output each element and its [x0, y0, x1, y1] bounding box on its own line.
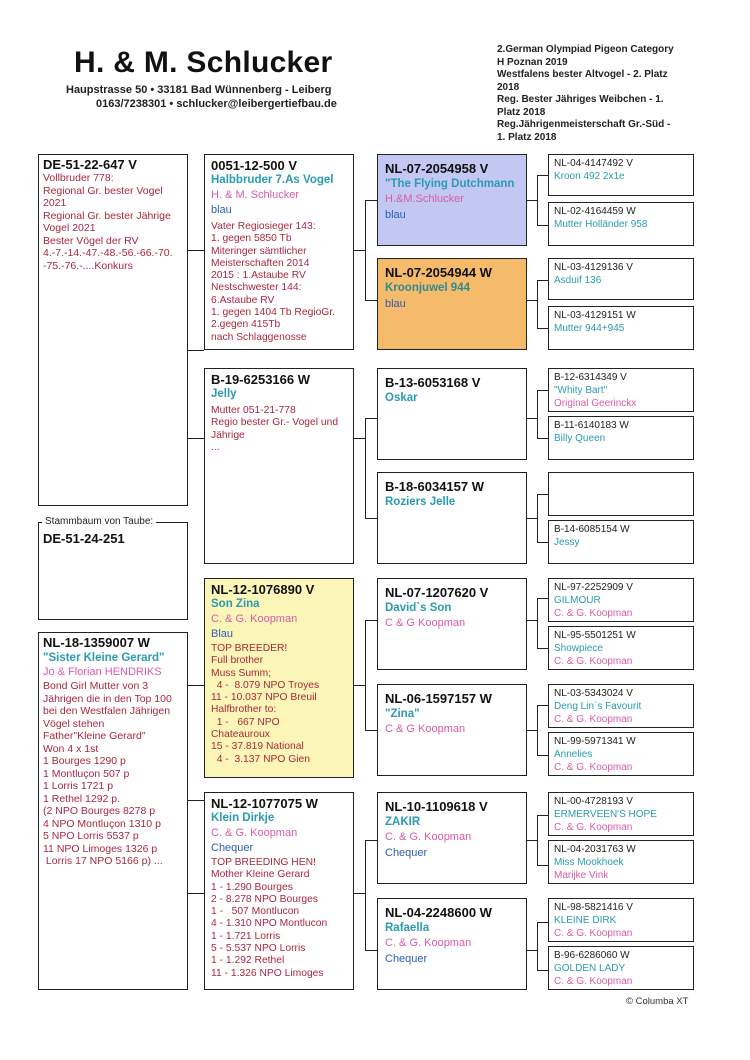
pigeon-name: Rafaella	[385, 922, 430, 934]
note-line: Regio bester Gr.- Vogel und	[211, 417, 339, 429]
gen4-card-3[interactable]	[548, 258, 694, 300]
pigeon-name: "Zina"	[385, 708, 420, 720]
pigeon-name: Klein Dirkje	[211, 812, 275, 824]
note-line: 6.Astaube RV	[211, 294, 275, 306]
connector-line	[365, 620, 366, 730]
connector-line	[537, 648, 548, 649]
note-line: 1. gegen 1404 Tb RegioGr.	[211, 307, 336, 319]
note-line: 11 - 1.326 NPO Limoges	[211, 967, 324, 979]
pigeon-breeder: C. & G. Koopman	[385, 937, 472, 949]
pigeon-name: Deng Lin`s Favourit	[554, 701, 642, 712]
pigeon-name: Roziers Jelle	[385, 496, 456, 508]
note-line: 4 - 1.310 NPO Montlucon	[211, 918, 328, 930]
pigeon-breeder: C. & G. Koopman	[554, 928, 633, 939]
pigeon-color: blau	[385, 209, 406, 221]
connector-line	[537, 175, 538, 225]
note-line: 11 NPO Limoges 1326 p	[43, 842, 158, 855]
gen3-card-6[interactable]	[377, 684, 527, 776]
note-line: TOP BREEDING HEN!	[211, 857, 316, 868]
ring-number: NL-03-4129136 V	[554, 262, 633, 273]
connector-line	[537, 494, 538, 542]
note-line: -75.-76.-....Konkurs	[43, 259, 133, 272]
note-line: Jährigen die in den Top 100	[43, 692, 172, 705]
connector-line	[365, 730, 377, 731]
subject-ring: DE-51-24-251	[43, 531, 125, 546]
note-line: 1 Montluçon 507 p	[43, 767, 130, 780]
connector-line	[537, 280, 548, 281]
ring-number: NL-00-4728193 V	[554, 796, 633, 807]
pigeon-name: Showpiece	[554, 643, 603, 654]
ring-number: 0051-12-500 V	[211, 158, 298, 173]
pigeon-name: Miss Mookhoek	[554, 857, 624, 868]
gen3-card-4[interactable]	[377, 472, 527, 564]
pigeon-name: Kroon 492 2x1e	[554, 171, 625, 182]
ring-number: B-12-6314349 V	[554, 372, 627, 383]
note-line: 1 - 507 Montlucon	[211, 906, 300, 918]
pigeon-color: Blau	[211, 628, 234, 640]
pigeon-name: Asduif 136	[554, 275, 602, 286]
connector-line	[537, 390, 548, 391]
grand-dam-card[interactable]	[204, 368, 354, 564]
pigeon-breeder: C & G Koopman	[385, 617, 466, 629]
ring-number: B-11-6140183 W	[554, 420, 629, 431]
pigeon-name: GILMOUR	[554, 595, 601, 606]
note-line: Bester Vögel der RV	[43, 234, 139, 247]
pigeon-breeder: Original Geerinckx	[554, 398, 637, 409]
connector-line	[537, 175, 548, 176]
gen4-card-16[interactable]	[548, 946, 694, 990]
pigeon-name: Annelies	[554, 749, 593, 760]
note-line: Mother Kleine Gerard	[211, 869, 310, 881]
ring-number: NL-07-2054944 W	[385, 265, 492, 280]
pigeon-color: Chequer	[385, 953, 428, 965]
connector-line	[527, 730, 537, 731]
pigeon-breeder: H.&M.Schlucker	[385, 193, 464, 205]
pigeon-notes	[43, 172, 183, 272]
connector-line	[187, 800, 204, 801]
ring-number: NL-98-5821416 V	[554, 902, 633, 913]
connector-line	[365, 620, 377, 621]
gen4-card-7[interactable]	[548, 472, 694, 516]
ring-number: NL-99-5971341 W	[554, 736, 636, 747]
sibling-card[interactable]	[38, 154, 188, 506]
breeder-address: Haupstrasse 50 • 33181 Bad Wünnenberg - Leiberg	[66, 84, 332, 96]
pigeon-name: GOLDEN LADY	[554, 963, 626, 974]
dam-card[interactable]	[38, 632, 188, 990]
note-line: 15 - 37.819 National	[211, 741, 304, 753]
connector-line	[365, 300, 377, 301]
connector-line	[527, 418, 537, 419]
connector-line	[187, 685, 204, 686]
sire-card[interactable]	[204, 154, 354, 350]
note-line: Full brother	[211, 655, 264, 667]
pigeon-color: blau	[211, 204, 232, 216]
note-line: TOP BREEDER!	[211, 643, 288, 654]
achievement-line: Platz 2018	[497, 106, 546, 118]
note-line: (2 NPO Bourges 8278 p	[43, 805, 156, 817]
ring-number: NL-07-1207620 V	[385, 585, 489, 600]
achievement-line: 2018	[497, 81, 520, 93]
pigeon-name: Mutter 944+945	[554, 323, 625, 334]
note-line: bei den Westfalen Jährigen	[43, 705, 171, 717]
gen3-card-2[interactable]	[377, 258, 527, 350]
pigeon-notes	[43, 680, 183, 868]
gen3-card-7[interactable]	[377, 792, 527, 884]
pigeon-name: Oskar	[385, 392, 418, 404]
ring-number: B-18-6034157 W	[385, 479, 484, 494]
gen3-card-8[interactable]	[377, 898, 527, 990]
note-line: Halfbrother to:	[211, 704, 277, 716]
ring-number: NL-02-4164459 W	[554, 206, 636, 217]
connector-line	[537, 438, 548, 439]
ring-number: NL-07-2054958 V	[385, 161, 489, 176]
connector-line	[354, 893, 365, 894]
note-line: Vater Regiosieger 143:	[211, 221, 316, 232]
ring-number: NL-95-5501251 W	[554, 630, 636, 641]
achievement-line: Reg. Bester Jähriges Weibchen - 1.	[497, 94, 664, 105]
pigeon-breeder: C. & G. Koopman	[211, 827, 298, 839]
pigeon-breeder: C. & G. Koopman	[554, 656, 633, 667]
connector-line	[537, 328, 548, 329]
pigeon-notes	[211, 643, 347, 766]
achievement-line: H Poznan 2019	[497, 56, 568, 68]
pigeon-breeder: C. & G. Koopman	[554, 762, 633, 773]
ring-number: NL-10-1109618 V	[385, 799, 488, 814]
ring-number: NL-04-2031763 W	[554, 844, 636, 855]
pigeon-notes	[211, 221, 347, 344]
pigeon-breeder: C. & G. Koopman	[385, 831, 472, 843]
connector-line	[537, 815, 548, 816]
note-line: ...	[211, 441, 220, 453]
ring-number: B-96-6286060 W	[554, 950, 630, 961]
gen4-card-2[interactable]	[548, 202, 694, 246]
pigeon-breeder: C. & G. Koopman	[211, 613, 298, 625]
connector-line	[365, 418, 366, 518]
pigeon-breeder: Jo & Florian HENDRIKS	[43, 666, 162, 678]
ring-number: NL-18-1359007 W	[43, 635, 150, 650]
note-line: Won 4 x 1st	[43, 742, 99, 755]
connector-line	[527, 950, 537, 951]
connector-line	[365, 950, 377, 951]
note-line: Meisterschaften 2014	[211, 257, 310, 269]
pigeon-name: Mutter Holländer 958	[554, 219, 648, 230]
note-line: 1 - 1.292 Rethel	[211, 955, 285, 967]
connector-line	[537, 970, 548, 971]
note-line: Regional Gr. bester Vogel	[43, 184, 163, 197]
note-line: 1 Lorris 1721 p	[43, 780, 114, 792]
gen3-card-5[interactable]	[377, 578, 527, 670]
note-line: Chateauroux	[211, 729, 270, 741]
dam-dam-card[interactable]	[204, 792, 354, 990]
connector-line	[527, 300, 537, 301]
note-line: 2015 : 1.Astaube RV	[211, 270, 306, 282]
connector-line	[537, 598, 538, 648]
pigeon-color: blau	[385, 298, 406, 310]
note-line: 4.-7.-14.-47.-48.-56.-66.-70.	[43, 247, 173, 259]
pigeon-color: Chequer	[211, 842, 254, 854]
ring-number: B-14-6085154 W	[554, 524, 630, 535]
pigeon-breeder: H. & M. Schlucker	[211, 189, 300, 201]
ring-number: NL-06-1597157 W	[385, 691, 492, 706]
gen4-card-10[interactable]	[548, 626, 694, 670]
pedigree-label: Stammbaum von Taube:	[42, 516, 156, 527]
achievements-list	[497, 44, 707, 144]
connector-line	[537, 542, 548, 543]
connector-line	[537, 280, 538, 328]
note-line: Lorris 17 NPO 5166 p) ...	[43, 855, 163, 867]
connector-line	[365, 200, 377, 201]
connector-line	[537, 705, 538, 755]
note-line: nach Schlaggenosse	[211, 331, 307, 343]
connector-line	[537, 705, 548, 706]
gen4-card-14[interactable]	[548, 840, 694, 884]
pigeon-name: ZAKIR	[385, 816, 421, 828]
note-line: Regional Gr. bester Jährige	[43, 209, 171, 222]
connector-line	[365, 418, 377, 419]
note-line: 1 - 1.290 Bourges	[211, 881, 293, 893]
note-line: 4 - 3.137 NPO Gien	[211, 753, 311, 765]
gen3-card-1[interactable]	[377, 154, 527, 246]
note-line: Muss Summ;	[211, 667, 272, 679]
note-line: 1 - 667 NPO	[211, 716, 280, 728]
connector-line	[527, 840, 537, 841]
note-line: Bond Girl Mutter von 3	[43, 680, 149, 692]
gen3-card-3[interactable]	[377, 368, 527, 460]
ring-number: NL-03-5343024 V	[554, 688, 633, 699]
pigeon-name: ERMERVEEN'S HOPE	[554, 809, 657, 820]
copyright-notice: © Columba XT	[626, 996, 689, 1007]
connector-line	[537, 815, 538, 865]
connector-line	[537, 865, 548, 866]
connector-line	[537, 922, 538, 970]
note-line: 5 - 5.537 NPO Lorris	[211, 943, 306, 955]
pigeon-name: Son Zina	[211, 598, 260, 610]
gen4-card-12[interactable]	[548, 732, 694, 776]
note-line: Father"Kleine Gerard"	[43, 730, 146, 742]
connector-line	[537, 755, 548, 756]
breeder-contact: 0163/7238301 • schlucker@leibergertiefbau.de	[96, 98, 337, 110]
note-line: 2.gegen 415Tb	[211, 319, 281, 331]
note-line: 1 - 1.721 Lorris	[211, 930, 281, 942]
note-line: 1 Rethel 1292 p.	[43, 792, 121, 805]
note-line: 5 NPO Lorris 5537 p	[43, 830, 139, 842]
pigeon-breeder: C. & G. Koopman	[554, 608, 633, 619]
pigeon-breeder: C. & G. Koopman	[554, 976, 633, 987]
pigeon-breeder: C & G Koopman	[385, 723, 466, 735]
note-line: Vögel stehen	[43, 717, 105, 730]
ring-number: NL-04-4147492 V	[554, 158, 633, 169]
pigeon-name: Jessy	[554, 537, 580, 548]
pigeon-name: Billy Queen	[554, 433, 606, 444]
achievement-line: Reg.Jährigenmeisterschaft Gr.-Süd -	[497, 119, 671, 130]
achievement-line: Westfalens bester Altvogel - 2. Platz	[497, 69, 668, 80]
note-line: Nestschwester 144:	[211, 282, 302, 294]
gen4-card-8[interactable]	[548, 520, 694, 564]
gen4-card-9[interactable]	[548, 578, 694, 622]
connector-line	[537, 922, 548, 923]
gen4-card-1[interactable]	[548, 154, 694, 196]
achievement-line: 1. Platz 2018	[497, 131, 557, 143]
connector-line	[537, 494, 548, 495]
note-line: 4 NPO Montluçon 1310 p	[43, 817, 161, 830]
note-line: 1 Bourges 1290 p	[43, 755, 126, 767]
pigeon-breeder: C. & G. Koopman	[554, 714, 633, 725]
connector-line	[527, 620, 537, 621]
subject-card[interactable]	[38, 522, 188, 620]
connector-line	[187, 438, 204, 439]
ring-number: DE-51-22-647 V	[43, 157, 137, 172]
gen4-card-4[interactable]	[548, 306, 694, 350]
ring-number: NL-12-1076890 V	[211, 582, 315, 597]
note-line: Vollbruder 778:	[43, 172, 114, 184]
pigeon-name: KLEINE DIRK	[554, 915, 617, 926]
connector-line	[365, 840, 366, 950]
note-line: 2021	[43, 197, 67, 209]
ring-number: NL-03-4129151 W	[554, 310, 636, 321]
connector-line	[365, 518, 377, 519]
pigeon-name: David`s Son	[385, 602, 452, 614]
pigeon-breeder: Marijke Vink	[554, 870, 609, 881]
ring-number: B-19-6253166 W	[211, 372, 310, 387]
connector-line	[187, 893, 204, 894]
gen4-card-15[interactable]	[548, 898, 694, 942]
note-line: 11 - 10.037 NPO Breuil	[211, 692, 317, 704]
gen4-card-11[interactable]	[548, 684, 694, 728]
ring-number: NL-97-2252909 V	[554, 582, 633, 593]
connector-line	[354, 438, 365, 439]
note-line: Mutter 051-21-778	[211, 405, 296, 416]
connector-line	[527, 200, 537, 201]
connector-line	[187, 350, 204, 351]
ring-number: B-13-6053168 V	[385, 375, 481, 390]
pigeon-notes	[211, 405, 347, 454]
note-line: 4 - 8.079 NPO Troyes	[211, 679, 320, 691]
gen4-card-6[interactable]	[548, 416, 694, 460]
ring-number: NL-04-2248600 W	[385, 905, 492, 920]
connector-line	[537, 390, 538, 438]
pigeon-breeder: C. & G. Koopman	[554, 822, 633, 833]
gen4-card-13[interactable]	[548, 792, 694, 836]
ring-number: NL-12-1077075 W	[211, 796, 318, 811]
note-line: Vogel 2021	[43, 222, 96, 234]
note-line: 2 - 8.278 NPO Bourges	[211, 893, 319, 905]
pigeon-name: Halbbruder 7.As Vogel	[211, 174, 334, 186]
achievement-line: 2.German Olympiad Pigeon Category	[497, 44, 674, 55]
note-line: Jährige	[211, 429, 245, 441]
pigeon-name: Kroonjuwel 944	[385, 282, 470, 294]
connector-line	[537, 598, 548, 599]
pigeon-name: "The Flying Dutchmann	[385, 178, 515, 190]
dam-sire-card[interactable]	[204, 578, 354, 778]
note-line: 1. gegen 5850 Tb	[211, 233, 292, 245]
pigeon-name: "Sister Kleine Gerard"	[43, 652, 165, 664]
connector-line	[354, 250, 365, 251]
connector-line	[527, 518, 537, 519]
connector-line	[365, 200, 366, 300]
connector-line	[365, 840, 377, 841]
pigeon-notes	[211, 857, 347, 980]
pigeon-name: Jelly	[211, 388, 237, 400]
gen4-card-5[interactable]	[548, 368, 694, 412]
pigeon-color: Chequer	[385, 847, 428, 859]
breeder-title: H. & M. Schlucker	[74, 46, 333, 79]
note-line: Miteringer sämtlicher	[211, 245, 307, 257]
pigeon-name: "Whity Bart"	[554, 385, 608, 396]
connector-line	[354, 685, 365, 686]
connector-line	[537, 225, 548, 226]
connector-line	[187, 250, 204, 251]
